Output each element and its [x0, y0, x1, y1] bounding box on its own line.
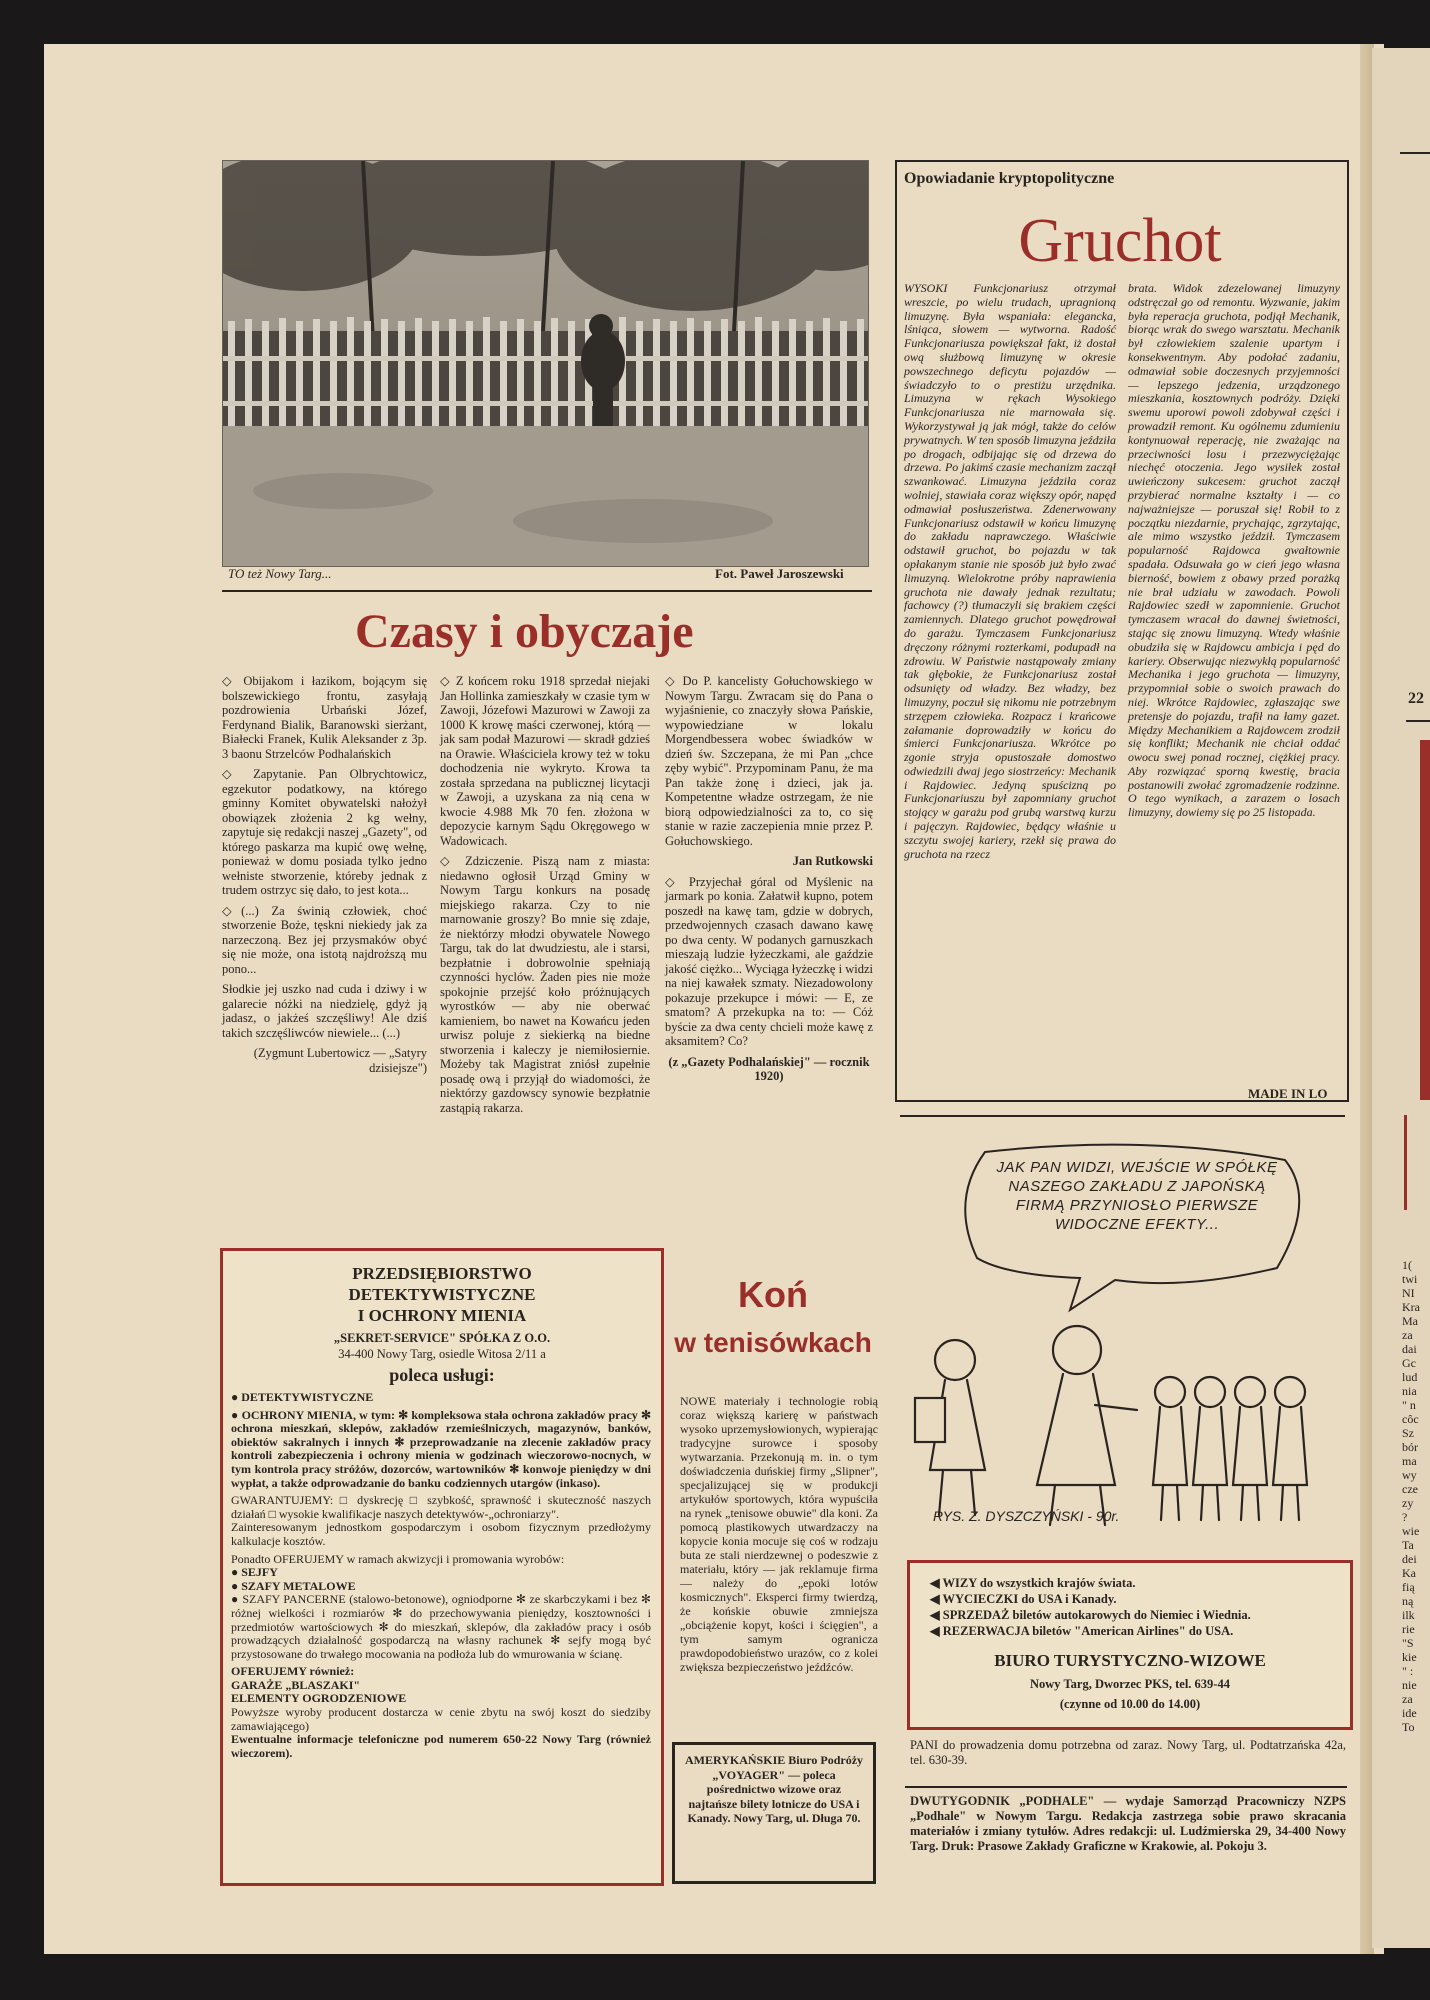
masthead-footer: DWUTYGODNIK „PODHALE" — wydaje Samorząd Pracowniczy NZPS „Podhale" w Nowym Targu. Redakcja zastrzega sobie prawo skracania materiałów i zmiany tytułów. Adres redakcji: ul. Ludźmierska 29, 34-400 Nowy Targ. Druk: Prasowe Zakłady Graficzne w Krakowie, al. Pokoju 3. — [910, 1794, 1346, 1853]
edge-fragment: ną — [1402, 1594, 1414, 1608]
czasy-source: (z „Gazety Podhalańskiej" — rocznik 1920) — [668, 1054, 870, 1083]
next-page-number: 22 — [1408, 690, 1424, 707]
edge-text-fragments — [1402, 1258, 1430, 1734]
ad-item: Zainteresowanym jednostkom gospodarczym i osobom fizycznym przedłożymy kalkulacje kosztów. — [231, 1520, 651, 1548]
kon-title-line: Koń — [738, 1274, 808, 1315]
edge-fragment: ide — [1402, 1706, 1417, 1720]
cartoon — [905, 1140, 1345, 1540]
ad-title-line: DETEKTYWISTYCZNE — [348, 1285, 536, 1304]
divider — [900, 1115, 1345, 1117]
ad-title-line: PRZEDSIĘBIORSTWO — [352, 1264, 532, 1283]
photo-credit: Fot. Paweł Jaroszewski — [715, 566, 844, 581]
ad-items — [231, 1391, 651, 1760]
photo-caption: TO też Nowy Targ... — [228, 566, 332, 581]
czasy-item: ◇ Przyjechał góral od Myślenic na jarmark po konia. Załatwił kupno, potem poszedł na kawę tam, gdzie w dobrych, przedwojennych czasach dawano kawę po dwa centy. W podanych garnuszkach mieszają ludzie łyżeczkami, ale gaździe jakość ciężko... Wyciąga łyżeczkę i widzi na niej kawałek szmaty. Niezadowolony pokazuje przekupce i mówi: — E, ze smatom? A przekupka na to: — Cóż byście za dwa centy chcieli może kawę z aksamitem? Co? — [665, 874, 873, 1048]
edge-fragment: dai — [1402, 1342, 1417, 1356]
ad-item: ● OCHRONY MIENIA, w tym: ✻ kompleksowa stała ochrona zakładów pracy ✻ ochrona mieszkań, sklepów, zakładów rzemieślniczych, magazynów, banków, obiektów sakralnych i innych ✻ przeprowadzanie na zlecenie zakładów pracy kontroli zabezpieczenia i ochrony mienia w godzinach wieczorowo-nocnych, w tym kontrola pracy stróżów, dozorców, wartowników ✻ konwoje pieniędzy w dni wypłat, a także odprowadzanie do banku codziennych utargów (inkaso). — [231, 1407, 651, 1490]
gruchot-column-1: WYSOKI Funkcjonariusz otrzymał wreszcie, po wielu trudach, upragnioną limuzynę. Była wspaniała: elegancka, lśniąca, słowem — wytworna. Radość Funkcjonariusza powiększał fakt, iż dostał ową służbową limuzynę w okresie powszechnego deficytu pojazdów — świadczyło to o prestiżu urzędnika. Limuzyna w rękach Wysokiego Funkcjonariusza nie marnowała się. Wykorzystywał ją jak mógł, także do celów prywatnych. W ten sposób limuzyna jeździła po drogach, odbijając się od drzewa do drzewa. Po jakimś czasie mechanizm zaczął szwankować. Limuzyna jeździła coraz wolniej, stawiała coraz większy opór, napęd odmawiał posłuszeństwa. Zdenerwowany Funkcjonariusz odstawił w końcu limuzynę do zakładu naprawczego. Właściwie odstawił gruchot, bo pojazdu w tak opłakanym stanie nie sposób już było zwać limuzyną. Wielokrotne próby naprawienia gruchota nie dawały jednak rezultatu; fachowcy (?) tłumaczyli się brakiem części zamiennych. Dlatego gruchot powędrował do garażu. Tymczasem Funkcjonariusz dręczony różnymi rozterkami, podupadł na zdrowiu. W Państwie nastąpowały zmiany tak głębokie, że Funkcjonariusz został odsunięty od władzy. Bez władzy, bez limuzyny, poczuł się nikomu nie potrzebnym strzępem człowieka. Rozpacz i krańcowe załamanie doprowadziły w końcu do śmierci Funkcjonariusza. Wkrótce po zgonie stryja opustoszałe domostwo odwiedzili dwaj jego siostrzeńcy: Mechanik i Rajdowiec. Jedyną spuścizną po Funkcjonariuszu był zapomniany gruchot stojący w garażu pod grubą warstwą kurzu i pajęczyn. Rajdowiec, będący właśnie u szczytu swojej kariery, rzekł się prawa do gruchota na rzecz — [904, 281, 1116, 861]
edge-fragment: wy — [1402, 1468, 1417, 1482]
travel-address: Nowy Targ, Dworzec PKS, tel. 639-44 — [1030, 1677, 1230, 1691]
voyager-text: AMERYKAŃSKIE Biuro Podróży „VOYAGER" — poleca pośrednictwo wizowe oraz najtańsze bilety lotnicze do USA i Kanady. Nowy Targ, ul. Długa 70. — [684, 1753, 864, 1825]
travel-hours: (czynne od 10.00 do 14.00) — [1059, 1697, 1201, 1711]
edge-fragment: wie — [1402, 1524, 1420, 1538]
gruchot-kicker: Opowiadanie kryptopolityczne — [904, 170, 1115, 187]
photo-fence — [222, 160, 869, 567]
kon-title — [668, 1272, 878, 1368]
edge-fragment: nie — [1402, 1678, 1417, 1692]
edge-fragment: " : — [1402, 1664, 1414, 1678]
edge-rule — [1400, 152, 1430, 154]
edge-fragment: nia — [1402, 1384, 1417, 1398]
edge-fragment: za — [1402, 1328, 1413, 1342]
edge-fragment: To — [1402, 1720, 1415, 1734]
czasy-source: (Zygmunt Lubertowicz — „Satyry dzisiejsze") — [253, 1046, 427, 1075]
edge-fragment: kie — [1402, 1650, 1417, 1664]
ad-item: Ewentualne informacje telefoniczne pod numerem 650-22 Nowy Targ (również wieczorem). — [231, 1732, 651, 1760]
czasy-item: ◇(...) Za świnią człowiek, choć stworzenie Boże, tęskni niekiedy jak za narzeczoną. Bez jej przysmaków obyć się nie może, ona istotą najdroższą mu pono... — [222, 903, 427, 976]
edge-fragment: Ma — [1402, 1314, 1418, 1328]
edge-fragment: twi — [1402, 1272, 1418, 1286]
edge-fragment: Kra — [1402, 1300, 1420, 1314]
photo-image — [223, 161, 868, 566]
edge-fragment: côc — [1402, 1412, 1419, 1426]
czasy-signature: Jan Rutkowski — [792, 854, 873, 868]
ad-item: ● SEJFY — [231, 1565, 278, 1580]
travel-name: BIURO TURYSTYCZNO-WIZOWE — [994, 1651, 1266, 1670]
divider — [222, 590, 872, 592]
edge-fragment: zy — [1402, 1496, 1414, 1510]
edge-fragment: ilk — [1402, 1608, 1415, 1622]
ad-item: GWARANTUJEMY: □ dyskrecję □ szybkość, sprawność i skuteczność naszych działań □ wysokie kwalifikacje naszych detektywów-„ochroniarzy". — [231, 1493, 651, 1521]
edge-red-mark — [1404, 1115, 1430, 1210]
edge-fragment: NI — [1402, 1286, 1415, 1300]
czasy-item: Słodkie jej uszko nad cuda i dziwy i w galarecie nóżki na niedzielę, gdyż ją jadasz, o jakżeś szczęśliwy! Ale dziś takich szczęśliwców niewiele... (...) — [222, 982, 427, 1040]
ad-item: OFERUJEMY również: — [231, 1664, 355, 1679]
czasy-item: ◇ Do P. kancelisty Gołuchowskiego w Nowym Targu. Zwracam się do Pana o wyjaśnienie, co znaczyły słowa Pańskie, wypowiedziane w lokalu Morgendbessera wobec świadków w dzień św. Szczepana, że mi Pan „chce zęby wybić". Przypominam Panu, że ma Pan także żonę i dzieci, jak ja. Kompetentne władze ostrzegam, że nie biorą odpowiedzialności za to, co się stanie w razie zaczepienia mnie przez P. Gołuchowskiego. — [665, 674, 873, 848]
detective-ad — [220, 1248, 664, 1886]
edge-fragment: 1( — [1402, 1258, 1412, 1272]
czasy-column-2 — [440, 674, 650, 1121]
ad-offer: poleca usługi: — [389, 1365, 495, 1385]
ad-item: ● SZAFY METALOWE — [231, 1578, 356, 1593]
travel-item: ◀ WYCIECZKI do USA i Kanady. — [930, 1592, 1117, 1606]
ad-title-line: I OCHRONY MIENIA — [357, 1306, 527, 1325]
edge-fragment: " n — [1402, 1398, 1416, 1412]
edge-fragment: Ka — [1402, 1566, 1416, 1580]
ad-company: „SEKRET-SERVICE" SPÓŁKA Z O.O. — [333, 1331, 551, 1345]
cartoon-speech: JAK PAN WIDZI, WEJŚCIE W SPÓŁKĘ NASZEGO ZAKŁADU Z JAPOŃSKĄ FIRMĄ PRZYNIOSŁO PIERWSZE WIDOCZNE EFEKTY... — [996, 1159, 1278, 1233]
czasy-title: Czasy i obyczaje — [355, 605, 694, 658]
edge-fragment: Gc — [1402, 1356, 1416, 1370]
travel-ad — [907, 1560, 1353, 1730]
divider — [905, 1786, 1347, 1788]
edge-fragment: cze — [1402, 1482, 1418, 1496]
voyager-ad — [672, 1742, 876, 1884]
czasy-item: ◇ Zapytanie. Pan Olbrychtowicz, egzekutor podatkowy, na którego gminny Komitet obywatelski nałożył obowiązek złożenia 2 kg wełny, zapytuje się redakcji naszej „Gazety", od którego paskarza ma kupić owę wełnę, ponieważ w domu posiada tylko jedno wełniste stworzenie, któreby jednak z trudem ostrzyc się dało, to jest kota... — [222, 767, 428, 897]
travel-item: ◀ REZERWACJA biletów "American Airlines" do USA. — [930, 1624, 1234, 1638]
travel-item: ◀ WIZY do wszystkich krajów świata. — [930, 1576, 1136, 1590]
edge-fragment: ? — [1402, 1510, 1408, 1524]
gruchot-title: Gruchot — [1018, 207, 1222, 275]
cartoon-credit: RYS. Z. DYSZCZYŃSKI - 90r. — [933, 1508, 1120, 1524]
travel-items — [930, 1575, 1340, 1639]
ad-item: ● DETEKTYWISTYCZNE — [231, 1390, 374, 1404]
ad-item: GARAŻE „BLASZAKI" — [231, 1677, 361, 1692]
czasy-item: ◇ Obijakom i łazikom, bojącym się bolszewickiego frontu, zasyłają pozdrowienia Urbański Józef, Ferdynand Bialik, Baranowski sierżant, Białecki Franek, Kulik Aleksander z 3p. 3 baonu Strzelców Podhalańskich — [222, 674, 427, 761]
czasy-column-1 — [222, 674, 427, 1081]
edge-red-block — [1420, 740, 1430, 1100]
ad-title — [223, 1263, 661, 1326]
edge-fragment: lud — [1402, 1370, 1418, 1384]
czasy-column-3 — [665, 674, 873, 1090]
classified-pani: PANI do prowadzenia domu potrzebna od zaraz. Nowy Targ, ul. Podtatrzańska 42a, tel. 630-39. — [910, 1738, 1346, 1767]
edge-fragment: "S — [1402, 1636, 1414, 1650]
edge-fragment: bór — [1402, 1440, 1418, 1454]
kon-title-line: w tenisówkach — [674, 1327, 872, 1358]
gruchot-signature: MADE IN LO — [1248, 1086, 1328, 1101]
edge-fragment: Ta — [1402, 1538, 1414, 1552]
ad-item: ELEMENTY OGRODZENIOWE — [231, 1691, 407, 1706]
edge-rule — [1406, 720, 1430, 722]
ad-item: Ponadto OFERUJEMY w ramach akwizycji i promowania wyrobów: — [231, 1551, 565, 1566]
ad-address: 34-400 Nowy Targ, osiedle Witosa 2/11 a — [338, 1347, 546, 1361]
ad-item: Powyższe wyroby producent dostarcza w cenie zbytu na swój koszt do siedziby zamawiającego) — [231, 1705, 651, 1733]
czasy-item: ◇ Zdziczenie. Piszą nam z miasta: niedawno ogłosił Urząd Gminy w Nowym Targu konkurs na posadę miejskiego rakarza. Czy to nie marnowanie groszy? Bo mnie się zdaje, że niektórzy młodzi obywatele Nowego Targu, tak do lat dwudziestu, ale i starsi, bezpłatnie i dobrowolnie spełniają czynności hyclów. Żaden pies nie może spokojnie przejść koło próżnujących wyrostków — aby nie oberwać kamieniem, bo nawet na Kowańcu jeden urwisz poluje z siekierką na biedne stworzenia i kaleczy je niemiłosiernie. Możeby tak Magistrat zniósł zupełnie posadę ową i przyjął do wiadomości, że niektórzy gazdowscy synowie bezpłatnie zastąpią rakarza. — [440, 854, 650, 1115]
ad-item: ● SZAFY PANCERNE (stalowo-betonowe), ogniodporne ✻ ze skarbczykami i bez ✻ różnej wielkości i rozmiarów ✻ do przechowywania pieniędzy, kosztowności i przedmiotów wartościowych ✻ do mieszkań, sklepów, dla zakładów pracy i osób prowadzących działalność gospodarczą na własny rachunek ✻ sejfy mogą być przystosowane do trwałego mocowania na podłoża lub do wmurowania w ścianę. — [231, 1592, 651, 1661]
edge-fragment: Sz — [1402, 1426, 1414, 1440]
czasy-item: ◇ Z końcem roku 1918 sprzedał niejaki Jan Hollinka zamieszkały w czasie tym w Zawoji, Józefowi Mazurowi w Zawoji za 1000 K krowę maści czerwonej, którą — jak sam podał Mazurowi — skradł gdzieś na Orawie. Właściciela krowy też w toku dochodzenia nie wykryto. Krowa ta została sprzedana na publicznej licytacji w Zawoji, a uzyskana za nią cena w kwocie 4.988 Mk 70 fen. złożona w depozycie karnym Sądu Okręgowego w Wadowicach. — [440, 674, 650, 848]
kon-body: NOWE materiały i technologie robią coraz większą karierę w państwach wysoko uprzemysłowionych, wypierając tradycyjne surowce i sposoby wytwarzania. Przekonują m. in. o tym doświadczenia duńskiej firmy „Slipner", specjalizującej się w produkcji artykułów sportowych, która wypuściła na rynek „tenisowe obuwie" dla koni. Za pomocą plastikowych utwardzaczy na kopycie konia mocuje się coś w rodzaju buta ze stali nierdzewnej o podeszwie z materiału, który — jak reklamuje firma — należy do „epoki lotów kosmicznych". Eksperci firmy twierdzą, że końskie obuwie zmniejsza „obciążenie kopyt, kości i ścięgien", a tym samym ogranicza prawdopodobieństwo urazów, co z kolei zwiększa bezpieczeństwo jeźdźców. — [680, 1394, 878, 1674]
edge-fragment: rie — [1402, 1622, 1415, 1636]
edge-fragment: dei — [1402, 1552, 1417, 1566]
edge-fragment: ma — [1402, 1454, 1417, 1468]
gruchot-column-2: brata. Widok zdezelowanej limuzyny odstręczał go od remontu. Wyzwanie, jakim była reperacja gruchota, podjął Mechanik, biorąc wrak do swego warsztatu. Mechanik był człowiekiem szalenie upartym i konsekwentnym. Aby podołać zadaniu, odmawiał sobie doczesnych przyjemności — lepszego jedzenia, urządzonego mieszkania, kosztownych podróży. Dzięki swemu uporowi powoli zdobywał części i prowadził remont. Ku ogólnemu zdumieniu kontynuował reperację, nie zważając na przeciwności losu i przezwyciężając niechęć otoczenia. Jego wysiłek został uwieńczony sukcesem: gruchot zaczął przybierać normalne kształty i — co najważniejsze — poruszał się! Robił to z początku niezdarnie, prychając, zgrzytając, ale mimo wszystko jeździł. Tymczasem popularność Rajdowca gwałtownie spadała. Odsuwała go w cień jego własna bierność, bowiem z obawy przed porażką nie brał udziału w zawodach. Powoli Rajdowiec szedł w zapomnienie. Gruchot tymczasem wracał do dawnej świetności, stając się znowu limuzyną. Wtedy właśnie obudziła się w Rajdowcu ambicja i pęd do kariery. Obserwując niezwykłą popularność Mechanika i jego gruchota — limuzyny, przypomniał sobie o swoich prawach do niej. Wkrótce Rajdowiec, zgłaszając swe pretensje do pojazdu, trafił na łamy gazet. Między Mechanikiem a Rajdowcem zrodził się konflikt; Mechanik nie chciał oddać owocu swej ponad rocznej, ciężkiej pracy. Aby rozwiązać sporną kwestię, bracia postanowili zwołać zgromadzenie rodzinne. O tego wynikach, a zarazem o losach limuzyny, dowiemy się po 25 listopada. — [1128, 281, 1340, 820]
travel-item: ◀ SPRZEDAŻ biletów autokarowych do Niemiec i Wiednia. — [930, 1608, 1251, 1622]
edge-fragment: fią — [1402, 1580, 1415, 1594]
edge-fragment: za — [1402, 1692, 1413, 1706]
